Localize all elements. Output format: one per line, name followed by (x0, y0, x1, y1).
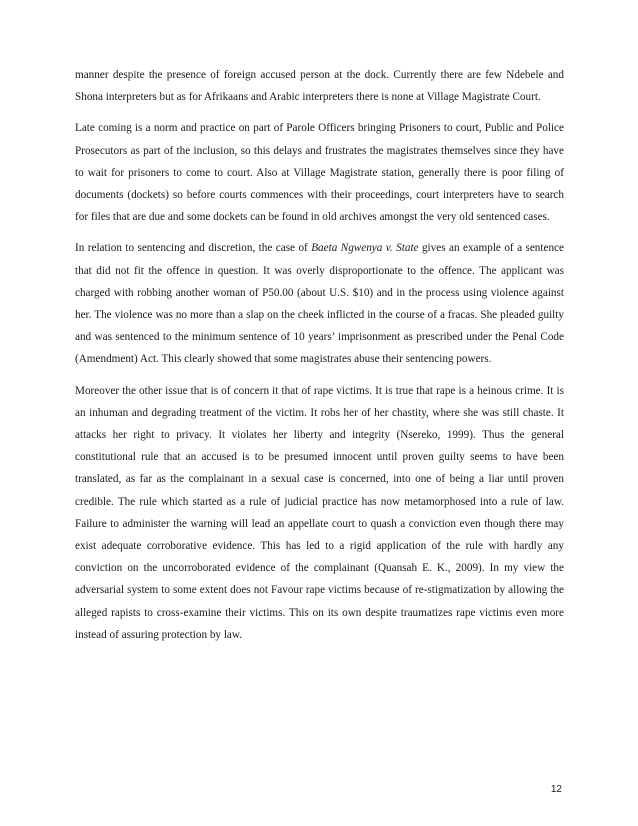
paragraph-sentencing (75, 237, 564, 370)
paragraph-text: gives an example of a sentence that did not fit the offence in question. It was overly disproportionate to the offence. The applicant was charged with robbing another woman of P50.00 (about U.S. $10) and in the process using violence against her. The violence was no more than a slap on the cheek inflicted in the course of a fracas. She pleaded guilty and was sentenced to the minimum sentence of 10 years’ imprisonment as prescribed under the Penal Code (Amendment) Act. This clearly showed that some magistrates abuse their sentencing powers. (75, 242, 564, 366)
page-body (75, 64, 564, 646)
paragraph-text: manner despite the presence of foreign accused person at the dock. Currently there are few Ndebele and Shona interpreters but as for Afrikaans and Arabic interpreters there is none at Village Magistrate Court. (75, 69, 564, 104)
paragraph-text: Moreover the other issue that is of concern it that of rape victims. It is true that rape is a heinous crime. It is an inhuman and degrading treatment of the victim. It robs her of her chastity, where she was still chaste. It attacks her right to privacy. It violates her liberty and integrity (Nsereko, 1999). Thus the general constitutional rule that an accused is to be presumed innocent until proven guilty seems to have been translated, as far as the complainant in a sexual case is concerned, into one of being a liar until proven credible. The rule which started as a rule of judicial practice has now metamorphosed into a rule of law. Failure to administer the warning will lead an appellate court to quash a conviction even though there may exist adequate corroborative evidence. This has led to a rigid application of the rule with hardly any conviction on the uncorroborated evidence of the complainant (Quansah E. K., 2009). In my view the adversarial system to some extent does not Favour rape victims because of re-stigmatization by allowing the alleged rapists to cross-examine their victims. This on its own despite traumatizes rape victims even more instead of assuring protection by law. (75, 384, 564, 641)
paragraph-rape-victims (75, 380, 564, 646)
page-number: 12 (550, 784, 562, 795)
paragraph-text: In relation to sentencing and discretion, the case of (75, 242, 312, 255)
case-citation: Baeta Ngwenya v. State (311, 242, 419, 255)
paragraph-late-coming (75, 117, 564, 228)
paragraph-interpreters (75, 64, 564, 108)
paragraph-text: Late coming is a norm and practice on part of Parole Officers bringing Prisoners to court, Public and Police Prosecutors as part of the inclusion, so this delays and frustrates the magistrates themselves since they have to wait for prisoners to come to court. Also at Village Magistrate station, generally there is poor filing of documents (dockets) so before courts commences with their proceedings, court interpreters have to search for files that are due and some dockets can be found in old archives amongst the very old sentenced cases. (75, 122, 564, 224)
